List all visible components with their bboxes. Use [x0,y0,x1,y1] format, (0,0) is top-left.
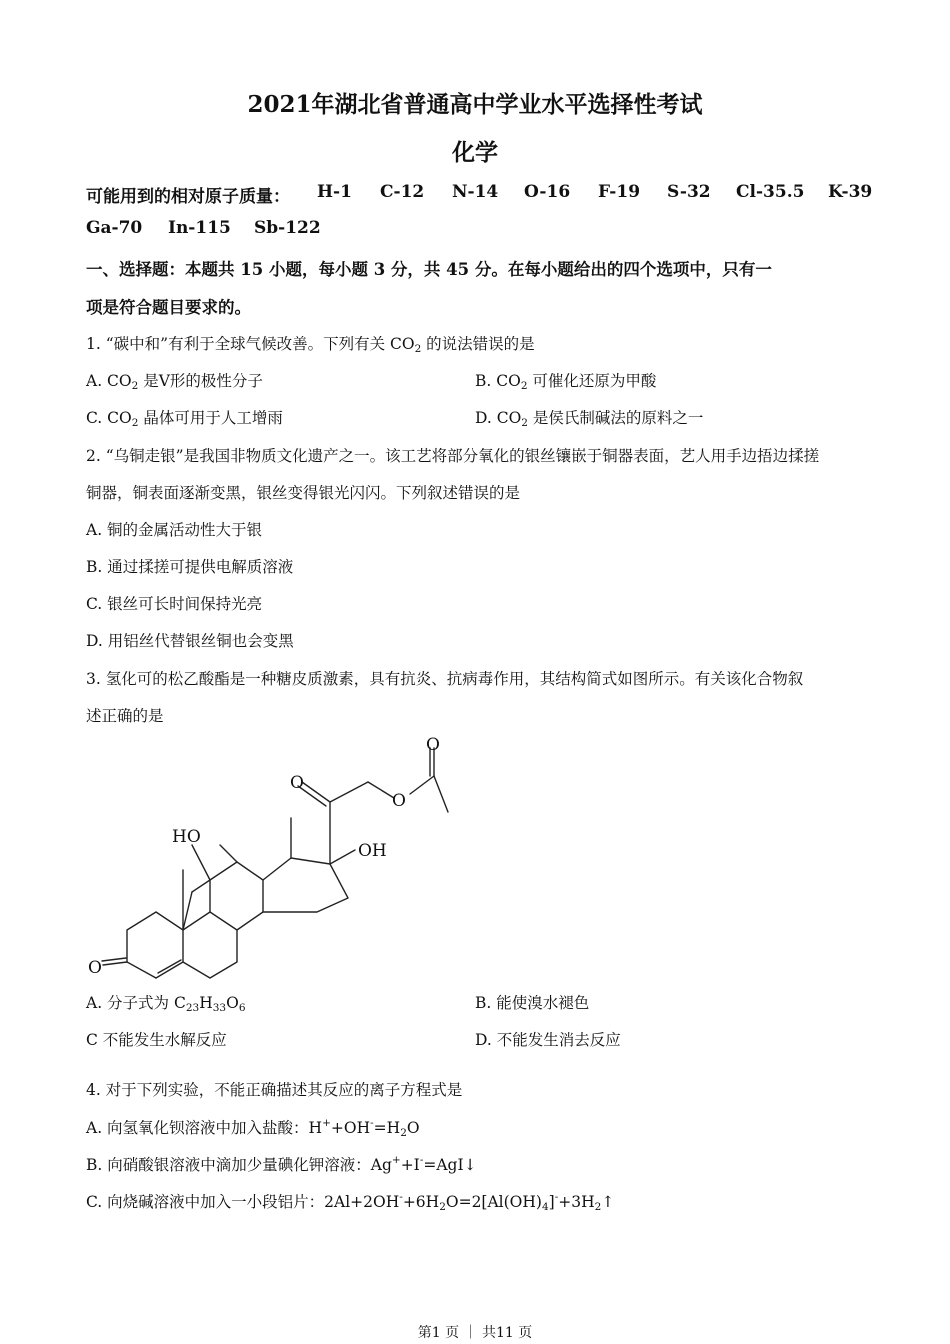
q1-option-b[interactable]: B. $CO_2$ 可催化还原为甲酸 [475,372,657,392]
q4-option-c[interactable]: C. 向烧碱溶液中加入一小段铝片：$2Al+2OH^-+6H_2O=2[Al(OH)_4]^-+3H_2↑$ [86,1191,615,1213]
q1-option-a[interactable]: A. $CO_2$ 是Ⅴ形的极性分子 [86,372,263,392]
q3-option-a[interactable]: A. 分子式为 $C_{23}H_{33}O_6$ [86,994,246,1014]
page-footer: 第1 页 ｜ 共11 页 [417,1325,533,1341]
atomic-mass-item: In-115 [168,218,231,238]
hydroxyl-oh-label: OH [358,841,387,861]
q3-stem-line-2: 述正确的是 [86,707,164,725]
q4-option-a[interactable]: A. 向氢氧化钡溶液中加入盐酸：$H^++OH^-=H_2O$ [86,1117,420,1139]
q2-option-a[interactable]: A. 铜的金属活动性大于银 [86,521,263,539]
side-chain-oxygen-label: O [290,773,304,793]
atomic-mass-item: Ga-70 [86,218,143,238]
q3-stem-line-1: 3. 氢化可的松乙酸酯是一种糖皮质激素，具有抗炎、抗病毒作用，其结构简式如图所示。有关该化合物叙 [86,670,804,688]
hydroxyl-ho-label: HO [172,827,201,847]
atomic-mass-item: Cl-35.5 [736,182,805,202]
atomic-mass-label: 可能用到的相对原子质量： [86,187,290,207]
q2-stem-line-1: 2. “乌铜走银”是我国非物质文化遗产之一。该工艺将部分氧化的银丝镶嵌于铜器表面，艺人用手边捂边揉搓 [86,447,820,465]
subject-title: 化学 [452,139,498,166]
q3-option-b[interactable]: B. 能使溴水褪色 [475,994,590,1012]
q3-option-d[interactable]: D. 不能发生消去反应 [475,1031,621,1049]
atomic-mass-item: O-16 [524,182,571,202]
q3-option-c[interactable]: C 不能发生水解反应 [86,1031,227,1049]
q1-stem: 1. “碳中和”有利于全球气候改善。下列有关 $CO_2$ 的说法错误的是 [86,335,535,355]
q2-option-b[interactable]: B. 通过揉搓可提供电解质溶液 [86,558,294,576]
atomic-mass-item: Sb-122 [254,218,321,238]
q2-stem-line-2: 铜器，铜表面逐渐变黑，银丝变得银光闪闪。下列叙述错误的是 [86,484,521,502]
ketone-oxygen-label: O [88,958,102,978]
q4-option-b[interactable]: B. 向硝酸银溶液中滴加少量碘化钾溶液：Ag++I-=AgI↓ [86,1154,477,1174]
atomic-mass-line-1 [86,182,886,206]
q2-option-d[interactable]: D. 用铝丝代替银丝铜也会变黑 [86,632,294,650]
exam-title: 2021年湖北省普通高中学业水平选择性考试 [247,91,703,118]
atomic-mass-item: S-32 [667,182,711,202]
q1-option-d[interactable]: D. $CO_2$ 是侯氏制碱法的原料之一 [475,409,704,429]
atomic-mass-item: N-14 [452,182,499,202]
section-heading-line-2: 项是符合题目要求的。 [86,298,251,317]
hydrocortisone-acetate-structure [80,730,470,980]
atomic-mass-item: F-19 [598,182,641,202]
section-heading-line-1: 一、选择题：本题共 15 小题，每小题 3 分，共 45 分。在每小题给出的四个选项中，只有一 [86,260,772,279]
atomic-mass-line-2 [86,218,486,242]
atomic-mass-item: K-39 [828,182,873,202]
q4-stem: 4. 对于下列实验，不能正确描述其反应的离子方程式是 [86,1081,463,1099]
ester-oxygen-label: O [392,791,406,811]
atomic-mass-item: C-12 [380,182,425,202]
q1-option-c[interactable]: C. $CO_2$ 晶体可用于人工增雨 [86,409,283,429]
acetyl-oxygen-label: O [426,735,440,755]
atomic-mass-item: H-1 [317,182,352,202]
q2-option-c[interactable]: C. 银丝可长时间保持光亮 [86,595,263,613]
